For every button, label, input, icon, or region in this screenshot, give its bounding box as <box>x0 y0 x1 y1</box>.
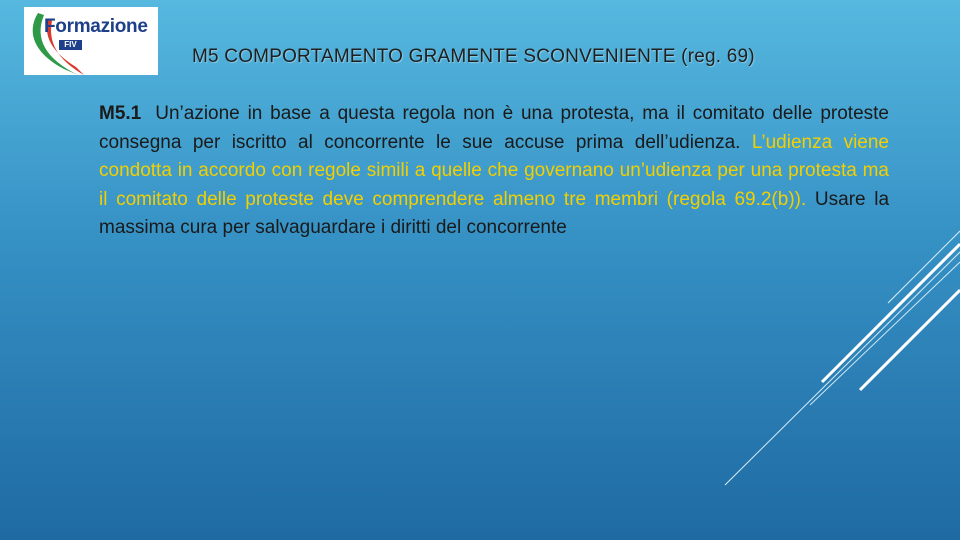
slide-title: M5 COMPORTAMENTO GRAMENTE SCONVENIENTE (reg. 69) <box>192 46 755 67</box>
decor-line-thin-3 <box>888 231 960 303</box>
rule-text-intro: Un’azione in base a questa regola non è una protesta, ma il comitato delle proteste consegna per iscritto al concorrente le sue accuse prima dell’udienza. <box>99 103 889 153</box>
rule-text-highlighted: L’udienza viene condotta in accordo con regole simili a quelle che governano un’udienza per una protesta ma il comitato delle proteste deve comprendere almeno tre membri (regola 69.2(b)). <box>99 131 889 210</box>
decor-line-thin-long <box>725 252 960 485</box>
logo-fiv-badge: FIV <box>59 40 82 50</box>
decor-line-thick-2 <box>860 290 960 390</box>
rule-paragraph <box>99 100 889 243</box>
federation-logo <box>24 7 158 75</box>
rule-reference: M5.1 <box>99 103 142 124</box>
decor-line-thick-1 <box>822 244 960 382</box>
rule-text-closing: Usare la massima cura per salvaguardare i diritti del concorrente <box>99 188 890 239</box>
logo-wordmark: Formazione <box>44 16 148 37</box>
decor-line-thin-2 <box>810 262 960 405</box>
